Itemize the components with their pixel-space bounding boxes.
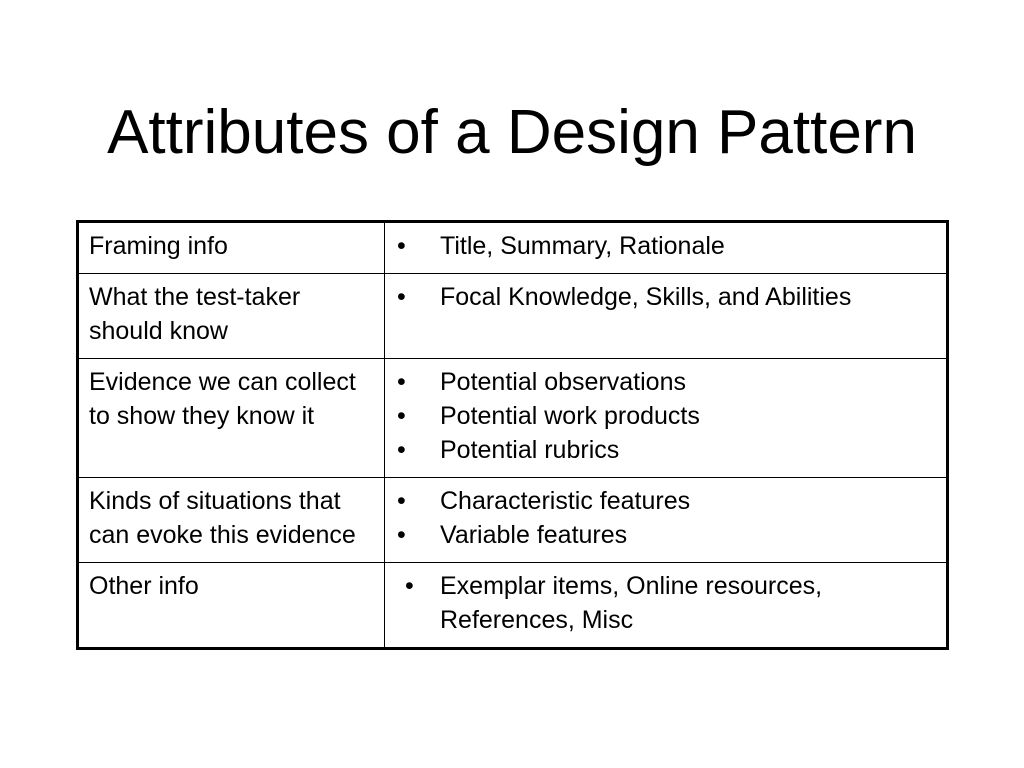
bullet-text: Title, Summary, Rationale — [440, 232, 725, 260]
row-content — [385, 478, 948, 563]
bullet-text: Variable features — [440, 521, 628, 549]
bullet-text: Potential work products — [440, 402, 700, 430]
bullet-icon: • — [397, 232, 406, 260]
row-label: Evidence we can collect to show they know it — [78, 359, 385, 478]
row-label: What the test-taker should know — [78, 274, 385, 359]
bullet-text: Characteristic features — [440, 487, 691, 515]
list-item — [395, 280, 936, 314]
row-content — [385, 222, 948, 274]
row-label: Other info — [78, 563, 385, 649]
row-content — [385, 563, 948, 649]
list-item — [395, 365, 936, 399]
table-row-other-info — [78, 563, 948, 649]
bullet-icon: • — [397, 283, 406, 311]
table-row-evidence — [78, 359, 948, 478]
list-item — [395, 229, 936, 263]
bullet-icon: • — [397, 487, 406, 515]
bullet-text: Potential observations — [440, 368, 686, 396]
bullet-list — [395, 280, 936, 314]
row-label: Kinds of situations that can evoke this evidence — [78, 478, 385, 563]
slide-title: Attributes of a Design Pattern — [107, 98, 917, 167]
bullet-list — [395, 484, 936, 552]
row-label: Framing info — [78, 222, 385, 274]
bullet-text: Potential rubrics — [440, 436, 620, 464]
bullet-icon: • — [397, 521, 406, 549]
row-content — [385, 359, 948, 478]
list-item — [395, 399, 936, 433]
table-row-test-taker-knowledge — [78, 274, 948, 359]
bullet-list — [395, 229, 936, 263]
table-row-framing-info — [78, 222, 948, 274]
row-content — [385, 274, 948, 359]
table-row-situations — [78, 478, 948, 563]
bullet-icon: • — [405, 572, 414, 600]
list-item — [395, 518, 936, 552]
attributes-table — [76, 220, 949, 650]
bullet-text: Exemplar items, Online resources, References, Misc — [440, 572, 823, 634]
list-item — [395, 569, 936, 637]
bullet-list — [395, 365, 936, 467]
list-item — [395, 484, 936, 518]
bullet-list — [395, 569, 936, 637]
bullet-icon: • — [397, 436, 406, 464]
bullet-text: Focal Knowledge, Skills, and Abilities — [440, 283, 852, 311]
bullet-icon: • — [397, 402, 406, 430]
bullet-icon: • — [397, 368, 406, 396]
list-item — [395, 433, 936, 467]
